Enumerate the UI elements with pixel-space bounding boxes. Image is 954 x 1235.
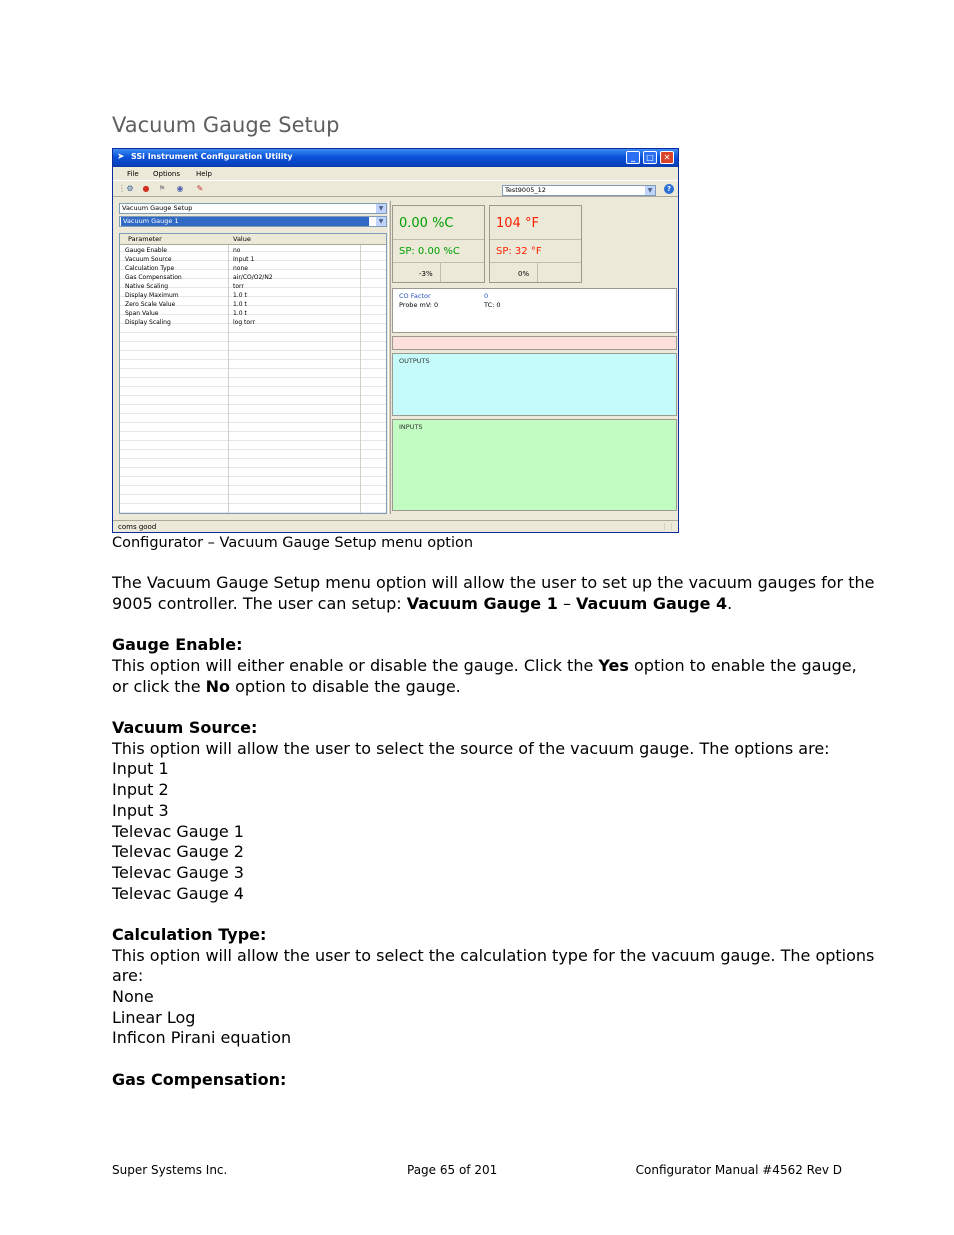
- readout-cell: [537, 263, 582, 282]
- status-bar: [113, 520, 678, 532]
- table-row[interactable]: [120, 273, 386, 282]
- menu-options[interactable]: Options: [153, 170, 181, 178]
- row-value: air/CO/O2/N2: [233, 274, 273, 281]
- intro-dash: –: [557, 594, 577, 613]
- globe-icon[interactable]: ◉: [176, 184, 184, 193]
- instrument-select-value: Test9005_12: [505, 186, 546, 194]
- intro-bold-gauge-4: Vacuum Gauge 4: [576, 594, 728, 613]
- calculation-type-option: Inficon Pirani equation: [112, 1028, 292, 1047]
- table-row[interactable]: [120, 264, 386, 273]
- row-value: 1.0 t: [233, 292, 247, 299]
- row-value: no: [233, 247, 241, 254]
- pane-splitter[interactable]: [388, 201, 391, 514]
- gauge-enable-text: option to enable the gauge,: [628, 656, 857, 675]
- close-button[interactable]: ✕: [660, 151, 674, 164]
- window-titlebar: [113, 149, 678, 167]
- table-row[interactable]: [120, 318, 386, 327]
- instrument-select[interactable]: [502, 185, 656, 196]
- no-bold: No: [205, 677, 231, 696]
- header-value: Value: [233, 235, 251, 243]
- gauge-enable-text: option to disable the gauge.: [230, 677, 461, 696]
- gauge-enable-title: Gauge Enable:: [112, 635, 243, 654]
- parameter-grid: [119, 233, 387, 514]
- page-heading: Vacuum Gauge Setup: [112, 113, 340, 137]
- footer-company: Super Systems Inc.: [112, 1163, 228, 1177]
- calculation-type-line-1: This option will allow the user to select the calculation type for the vacuum gauge. The options: [112, 946, 875, 965]
- carbon-value: 0.00 %C: [399, 216, 454, 231]
- temperature-value: 104 °F: [496, 216, 539, 231]
- vacuum-source-option: Televac Gauge 3: [112, 863, 244, 882]
- chevron-down-icon[interactable]: ▼: [376, 217, 386, 226]
- row-param: Display Maximum: [125, 292, 179, 299]
- chevron-down-icon[interactable]: ▼: [376, 204, 386, 213]
- vacuum-source-option: Input 3: [112, 801, 169, 820]
- grid-header: [120, 234, 386, 245]
- menu-file[interactable]: File: [127, 170, 139, 178]
- gauge-enable-text: This option will either enable or disable the gauge. Click the: [112, 656, 599, 675]
- co-factor-label: CO Factor: [399, 292, 431, 300]
- vacuum-source-title: Vacuum Source:: [112, 718, 258, 737]
- row-value: 1.0 t: [233, 301, 247, 308]
- readout-divider: [490, 239, 581, 240]
- row-value: 1.0 t: [233, 310, 247, 317]
- chevron-down-icon[interactable]: ▼: [645, 186, 655, 195]
- row-param: Calculation Type: [125, 265, 175, 272]
- gauge-enable-text: or click the: [112, 677, 206, 696]
- inputs-label: INPUTS: [399, 423, 423, 431]
- row-param: Native Scaling: [125, 283, 169, 290]
- menu-option-value: Vacuum Gauge Setup: [122, 204, 193, 212]
- row-param: Gauge Enable: [125, 247, 167, 254]
- temperature-percent: 0%: [518, 270, 530, 278]
- alarm-panel: [392, 336, 677, 350]
- calculation-type-option: None: [112, 987, 154, 1006]
- table-row[interactable]: [120, 255, 386, 264]
- row-param: Zero Scale Value: [125, 301, 176, 308]
- minimize-button[interactable]: _: [626, 151, 640, 164]
- vacuum-source-option: Input 1: [112, 759, 169, 778]
- table-row[interactable]: [120, 282, 386, 291]
- vacuum-source-option: Televac Gauge 4: [112, 884, 244, 903]
- grip-icon: ⋮: [118, 184, 126, 193]
- temperature-readout: [489, 205, 582, 283]
- row-param: Span Value: [125, 310, 159, 317]
- intro-line-1: The Vacuum Gauge Setup menu option will allow the user to set up the vacuum gauges for the: [112, 573, 875, 592]
- row-value: log torr: [233, 319, 255, 326]
- row-value: none: [233, 265, 248, 272]
- outputs-panel: [392, 353, 677, 416]
- footer-page-number: Page 65 of 201: [407, 1163, 498, 1177]
- row-value: torr: [233, 283, 244, 290]
- connect-icon[interactable]: ⚙: [126, 184, 134, 193]
- info-panel: [392, 288, 677, 333]
- menu-option-select[interactable]: [119, 203, 387, 214]
- intro-bold-gauge-1: Vacuum Gauge 1: [406, 594, 558, 613]
- table-row[interactable]: [120, 291, 386, 300]
- maximize-button[interactable]: □: [643, 151, 657, 164]
- gauge-enable-line-2: [112, 677, 461, 698]
- intro-line-2: [112, 594, 732, 615]
- outputs-label: OUTPUTS: [399, 357, 430, 365]
- table-row[interactable]: [120, 309, 386, 318]
- flag-icon[interactable]: ⚑: [158, 184, 166, 193]
- temperature-setpoint: SP: 32 °F: [496, 246, 542, 257]
- vacuum-source-option: Televac Gauge 2: [112, 842, 244, 861]
- row-value: Input 1: [233, 256, 255, 263]
- intro-text: 9005 controller. The user can setup:: [112, 594, 407, 613]
- figure-caption: Configurator – Vacuum Gauge Setup menu option: [112, 535, 474, 551]
- vacuum-source-option: Televac Gauge 1: [112, 822, 244, 841]
- window-title: SSi Instrument Configuration Utility: [131, 152, 293, 161]
- edit-icon[interactable]: ✎: [196, 184, 204, 193]
- co-factor-value: 0: [484, 292, 489, 300]
- vacuum-source-option: Input 2: [112, 780, 169, 799]
- row-param: Vacuum Source: [125, 256, 172, 263]
- status-text: coms good: [118, 523, 157, 531]
- calculation-type-title: Calculation Type:: [112, 925, 267, 944]
- calculation-type-line-2: are:: [112, 966, 144, 985]
- app-window-screenshot: [112, 148, 679, 533]
- table-row[interactable]: [120, 246, 386, 255]
- carbon-percent: -3%: [419, 270, 433, 278]
- row-param: Display Scaling: [125, 319, 171, 326]
- readout-divider: [393, 239, 484, 240]
- help-icon[interactable]: ?: [664, 184, 674, 194]
- gauge-select[interactable]: [119, 216, 387, 227]
- header-parameter: Parameter: [128, 235, 162, 243]
- footer-manual-id: Configurator Manual #4562 Rev D: [635, 1163, 842, 1177]
- gauge-enable-line-1: [112, 656, 857, 677]
- table-row[interactable]: [120, 300, 386, 309]
- gas-compensation-title: Gas Compensation:: [112, 1070, 287, 1089]
- carbon-readout: [392, 205, 485, 283]
- menu-help[interactable]: Help: [196, 170, 212, 178]
- intro-end: .: [727, 594, 733, 613]
- yes-bold: Yes: [598, 656, 629, 675]
- menubar: [113, 167, 678, 180]
- inputs-panel: [392, 419, 677, 511]
- carbon-setpoint: SP: 0.00 %C: [399, 246, 460, 257]
- row-param: Gas Compensation: [125, 274, 182, 281]
- resize-grip-icon[interactable]: ⋮⋮: [661, 523, 675, 531]
- vacuum-source-text: This option will allow the user to select the source of the vacuum gauge. The options are:: [112, 739, 830, 758]
- thermocouple-value: TC: 0: [484, 301, 501, 309]
- stop-icon[interactable]: ●: [142, 184, 150, 193]
- calculation-type-option: Linear Log: [112, 1008, 196, 1027]
- gauge-select-value: Vacuum Gauge 1: [121, 217, 369, 226]
- readout-cell: [440, 263, 485, 282]
- toolbar: [113, 180, 678, 197]
- probe-mv: Probe mV: 0: [399, 301, 439, 309]
- app-icon: ➤: [117, 152, 125, 162]
